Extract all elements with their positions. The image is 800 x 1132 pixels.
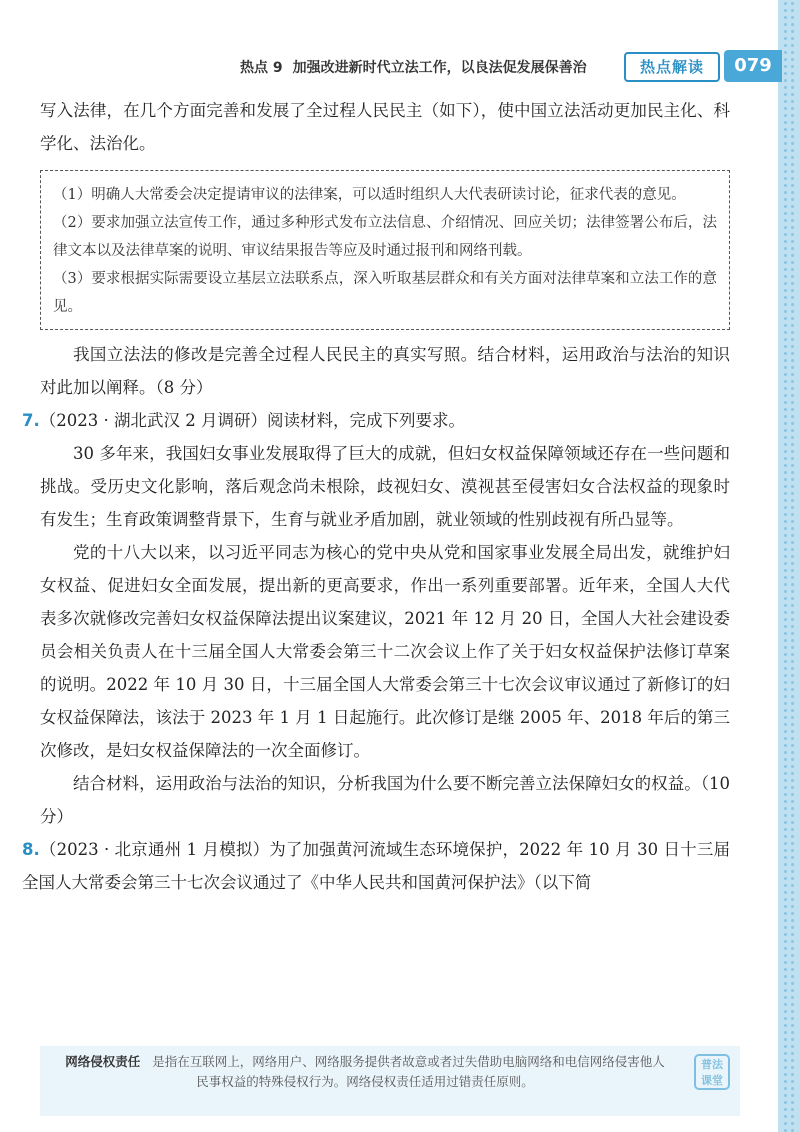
page-number: 079 xyxy=(724,50,782,82)
q7-paragraph-2: 党的十八大以来，以习近平同志为核心的党中央从党和国家事业发展全局出发，就维护妇女权益、促进妇女全面发展，提出新的更高要求，作出一系列重要部署。近年来，全国人大代表多次就修改完善妇女权益保障法提出议案建议，2021 年 12 月 20 日，全国人大社会建设委员会相关负责人在十三届全国人大常委会第三十二次会议上作了关于妇女权益保护法修订草案的说明。2022 年 10 月 30 日，十三届全国人大常委会第三十七次会议审议通过了新修订的妇女权益保障法，该法于 2023 年 1 月 1 日起施行。此次修订是继 2005 年、2018 年后的第三次修改，是妇女权益保障法的一次全面修订。 xyxy=(40,543,730,760)
box-item-2: （2）要求加强立法宣传工作，通过多种形式发布立法信息、介绍情况、回应关切；法律签署公布后，法律文本以及法律草案的说明、审议结果报告等应及时通过报刊和网络刊载。 xyxy=(53,215,717,259)
footer-term: 网络侵权责任 xyxy=(65,1054,141,1069)
q6-prompt: 我国立法法的修改是完善全过程人民民主的真实写照。结合材料，运用政治与法治的知识对此加以阐释。（8 分） xyxy=(40,345,730,397)
edge-dot-pattern xyxy=(782,0,796,1132)
q8-heading xyxy=(22,833,730,899)
page-header xyxy=(230,48,778,90)
q7-heading xyxy=(22,404,730,437)
intro-paragraph: 写入法律，在几个方面完善和发展了全过程人民民主（如下），使中国立法活动更加民主化、科学化、法治化。 xyxy=(40,101,730,153)
q7-paragraph-1: 30 多年来，我国妇女事业发展取得了巨大的成就，但妇女权益保障领域还存在一些问题和挑战。受历史文化影响，落后观念尚未根除，歧视妇女、漠视甚至侵害妇女合法权益的现象时有发生；生育政策调整背景下，生育与就业矛盾加剧，就业领域的性别歧视有所凸显等。 xyxy=(40,444,730,529)
footer-text xyxy=(60,1052,670,1092)
q8-number: 8. xyxy=(22,840,40,859)
hotspot-title: 加强改进新时代立法工作，以良法促发展保善治 xyxy=(292,60,587,76)
hotspot-label: 热点 9 xyxy=(240,60,283,76)
page-edge-strip xyxy=(778,0,800,1132)
material-box xyxy=(40,170,730,330)
q7-number: 7. xyxy=(22,411,40,430)
law-class-stamp: 普法课堂 xyxy=(694,1054,730,1090)
box-item-3: （3）要求根据实际需要设立基层立法联系点，深入听取基层群众和有关方面对法律草案和立法工作的意见。 xyxy=(53,271,717,315)
q7-prompt: 结合材料，运用政治与法治的知识，分析我国为什么要不断完善立法保障妇女的权益。（10 分） xyxy=(40,774,730,826)
footer-glossary xyxy=(40,1046,740,1116)
q8-text: （2023 · 北京通州 1 月模拟）为了加强黄河流域生态环境保护，2022 年 10 月 30 日十三届全国人大常委会第三十七次会议通过了《中华人民共和国黄河保护法》（以下简 xyxy=(22,840,730,892)
header-title xyxy=(240,57,587,77)
footer-definition: 是指在互联网上，网络用户、网络服务提供者故意或者过失借助电脑网络和电信网络侵害他人民事权益的特殊侵权行为。网络侵权责任适用过错责任原则。 xyxy=(152,1054,665,1089)
section-tag: 热点解读 xyxy=(624,52,720,82)
q7-source: （2023 · 湖北武汉 2 月调研）阅读材料，完成下列要求。 xyxy=(39,411,465,430)
main-content xyxy=(22,94,730,899)
box-item-1: （1）明确人大常委会决定提请审议的法律案，可以适时组织人大代表研读讨论，征求代表的意见。 xyxy=(53,187,686,203)
